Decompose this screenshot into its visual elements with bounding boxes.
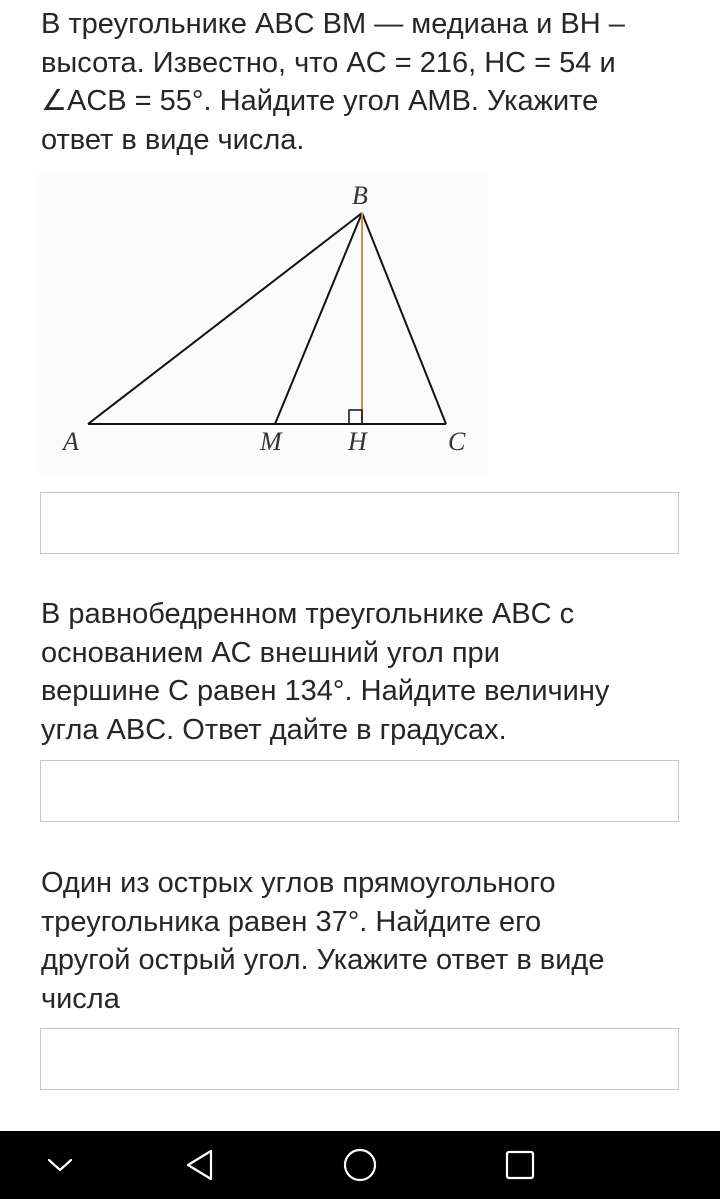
median-bm [275, 213, 362, 424]
answer-input-3[interactable] [40, 1028, 679, 1090]
system-navigation-bar [0, 1131, 720, 1199]
back-icon [184, 1148, 216, 1182]
home-icon [342, 1147, 378, 1183]
triangle-figure [38, 172, 488, 474]
recents-icon [504, 1149, 536, 1181]
question-1-text: В треугольнике ABC BM — медиана и BH – высота. Известно, что AC = 216, HC = 54 и ∠ACB = 55°. Найдите угол AMB. Укажите ответ в виде числа. [41, 8, 625, 156]
answer-input-1[interactable] [40, 492, 679, 554]
label-c: C [448, 427, 466, 456]
home-button[interactable] [335, 1141, 385, 1189]
recents-button[interactable] [495, 1141, 545, 1189]
question-3-text: Один из острых углов прямоугольного треугольника равен 37°. Найдите его другой острый угол. Укажите ответ в виде числа [41, 867, 605, 1015]
answer-input-2[interactable] [40, 760, 679, 822]
label-b: B [352, 181, 368, 210]
question-2-text: В равнобедренном треугольнике ABC с основанием AC внешний угол при вершине C равен 134°. Найдите величину угла ABC. Ответ дайте в градусах. [41, 598, 610, 746]
label-m: M [260, 427, 282, 456]
side-ab [88, 213, 362, 424]
label-h: H [348, 427, 367, 456]
back-button[interactable] [175, 1141, 225, 1189]
chevron-down-icon [45, 1155, 75, 1175]
label-a: A [63, 427, 79, 456]
right-angle-mark [349, 410, 362, 424]
hide-keyboard-button[interactable] [35, 1141, 85, 1189]
triangle-diagram [38, 172, 488, 474]
side-bc [362, 213, 446, 424]
